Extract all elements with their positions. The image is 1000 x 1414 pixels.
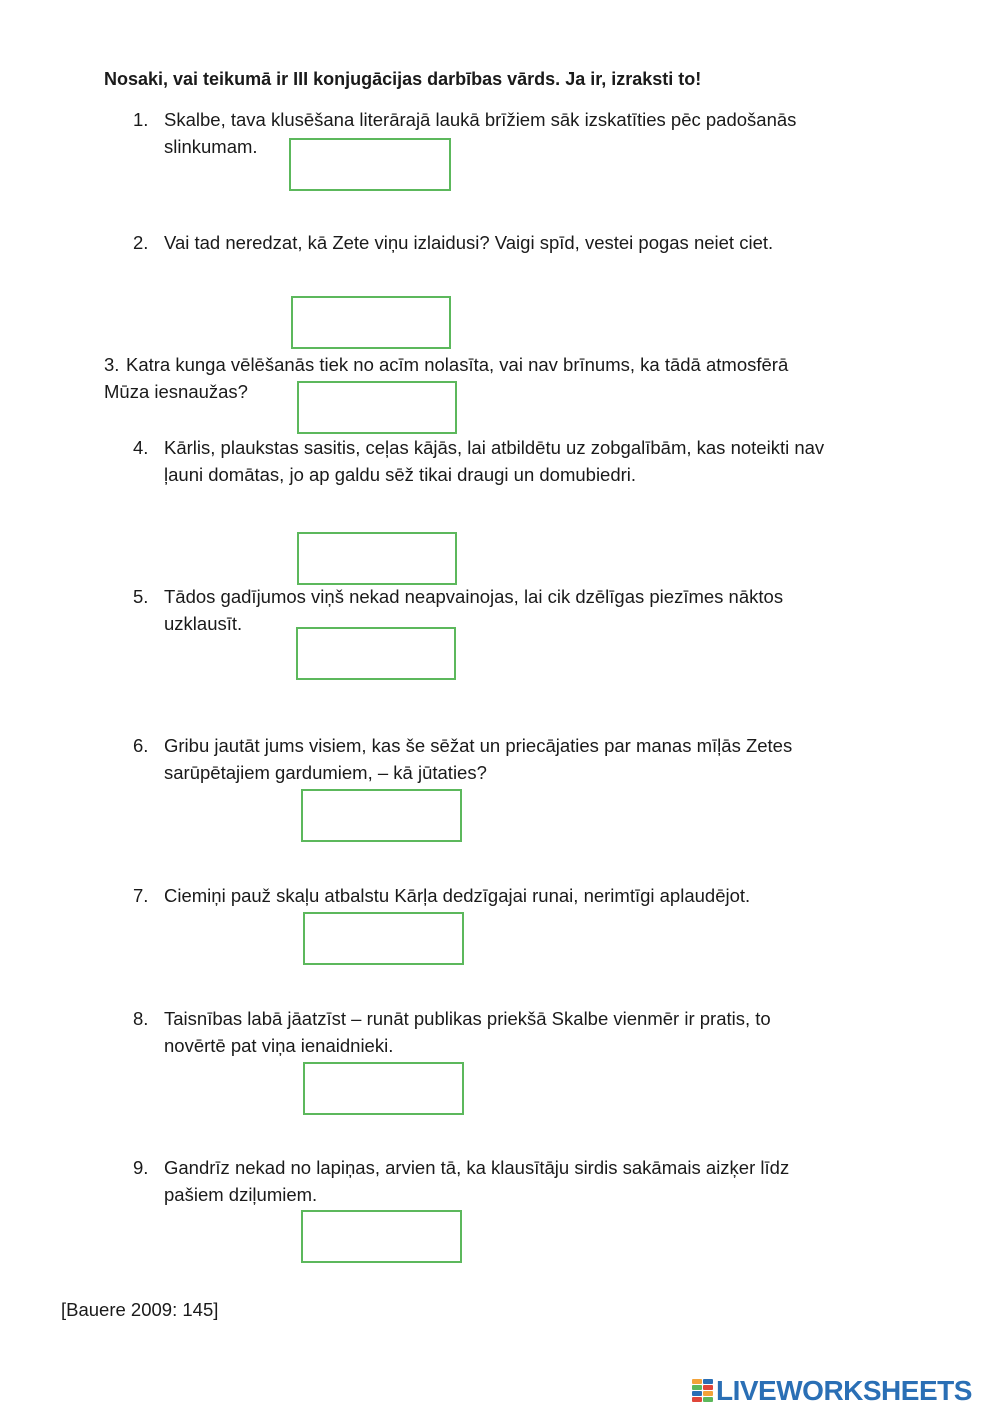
- answer-input-7[interactable]: [303, 912, 464, 965]
- item-8-text-line-1: Taisnības labā jāatzīst – runāt publikas priekšā Skalbe vienmēr ir pratis, to: [164, 1008, 771, 1029]
- item-5-text-line-1: Tādos gadījumos viņš nekad neapvainojas, lai cik dzēlīgas piezīmes nāktos: [164, 586, 784, 607]
- item-9-text-line-2: pašiem dziļumiem.: [164, 1184, 318, 1205]
- item-number: 8.: [133, 1008, 149, 1029]
- item-1-text-line-2: slinkumam.: [164, 136, 258, 157]
- answer-input-6[interactable]: [301, 789, 462, 842]
- item-7-text-line-1: Ciemiņi pauž skaļu atbalstu Kārļa dedzīgajai runai, nerimtīgi aplaudējot.: [164, 885, 751, 906]
- item-3-text-line-2: Mūza iesnaužas?: [104, 381, 248, 402]
- item-4-text-line-2: ļauni domātas, jo ap galdu sēž tikai draugi un domubiedri.: [164, 464, 637, 485]
- item-5-text-line-2: uzklausīt.: [164, 613, 243, 634]
- liveworksheets-logo-icon: [692, 1379, 714, 1403]
- item-3-text-line-1: Katra kunga vēlēšanās tiek no acīm nolasīta, vai nav brīnums, ka tādā atmosfērā: [126, 354, 789, 375]
- item-number: 3.: [104, 354, 120, 375]
- item-number: 4.: [133, 437, 149, 458]
- liveworksheets-logo: [692, 1376, 972, 1406]
- item-6-text-line-1: Gribu jautāt jums visiem, kas še sēžat un priecājaties par manas mīļās Zetes: [164, 735, 793, 756]
- item-9-text-line-1: Gandrīz nekad no lapiņas, arvien tā, ka klausītāju sirdis sakāmais aizķer līdz: [164, 1157, 790, 1178]
- instruction-title: Nosaki, vai teikumā ir III konjugācijas darbības vārds. Ja ir, izraksti to!: [104, 69, 702, 89]
- item-8-text-line-2: novērtē pat viņa ienaidnieki.: [164, 1035, 394, 1056]
- answer-input-3[interactable]: [297, 381, 457, 434]
- answer-input-9[interactable]: [301, 1210, 462, 1263]
- item-number: 6.: [133, 735, 149, 756]
- answer-input-4[interactable]: [297, 532, 457, 585]
- source-citation: [Bauere 2009: 145]: [61, 1299, 219, 1320]
- item-number: 1.: [133, 109, 149, 130]
- item-number: 9.: [133, 1157, 149, 1178]
- answer-input-8[interactable]: [303, 1062, 464, 1115]
- item-number: 5.: [133, 586, 149, 607]
- item-4-text-line-1: Kārlis, plaukstas sasitis, ceļas kājās, lai atbildētu uz zobgalībām, kas noteikti nav: [164, 437, 825, 458]
- liveworksheets-logo-text: LIVEWORKSHEETS: [716, 1375, 972, 1406]
- answer-input-5[interactable]: [296, 627, 456, 680]
- item-6-text-line-2: sarūpētajiem gardumiem, – kā jūtaties?: [164, 762, 487, 783]
- answer-input-1[interactable]: [289, 138, 451, 191]
- item-2-text-line-1: Vai tad neredzat, kā Zete viņu izlaidusi? Vaigi spīd, vestei pogas neiet ciet.: [164, 232, 774, 253]
- item-number: 7.: [133, 885, 149, 906]
- item-number: 2.: [133, 232, 149, 253]
- item-1-text-line-1: Skalbe, tava klusēšana literārajā laukā brīžiem sāk izskatīties pēc padošanās: [164, 109, 797, 130]
- answer-input-2[interactable]: [291, 296, 451, 349]
